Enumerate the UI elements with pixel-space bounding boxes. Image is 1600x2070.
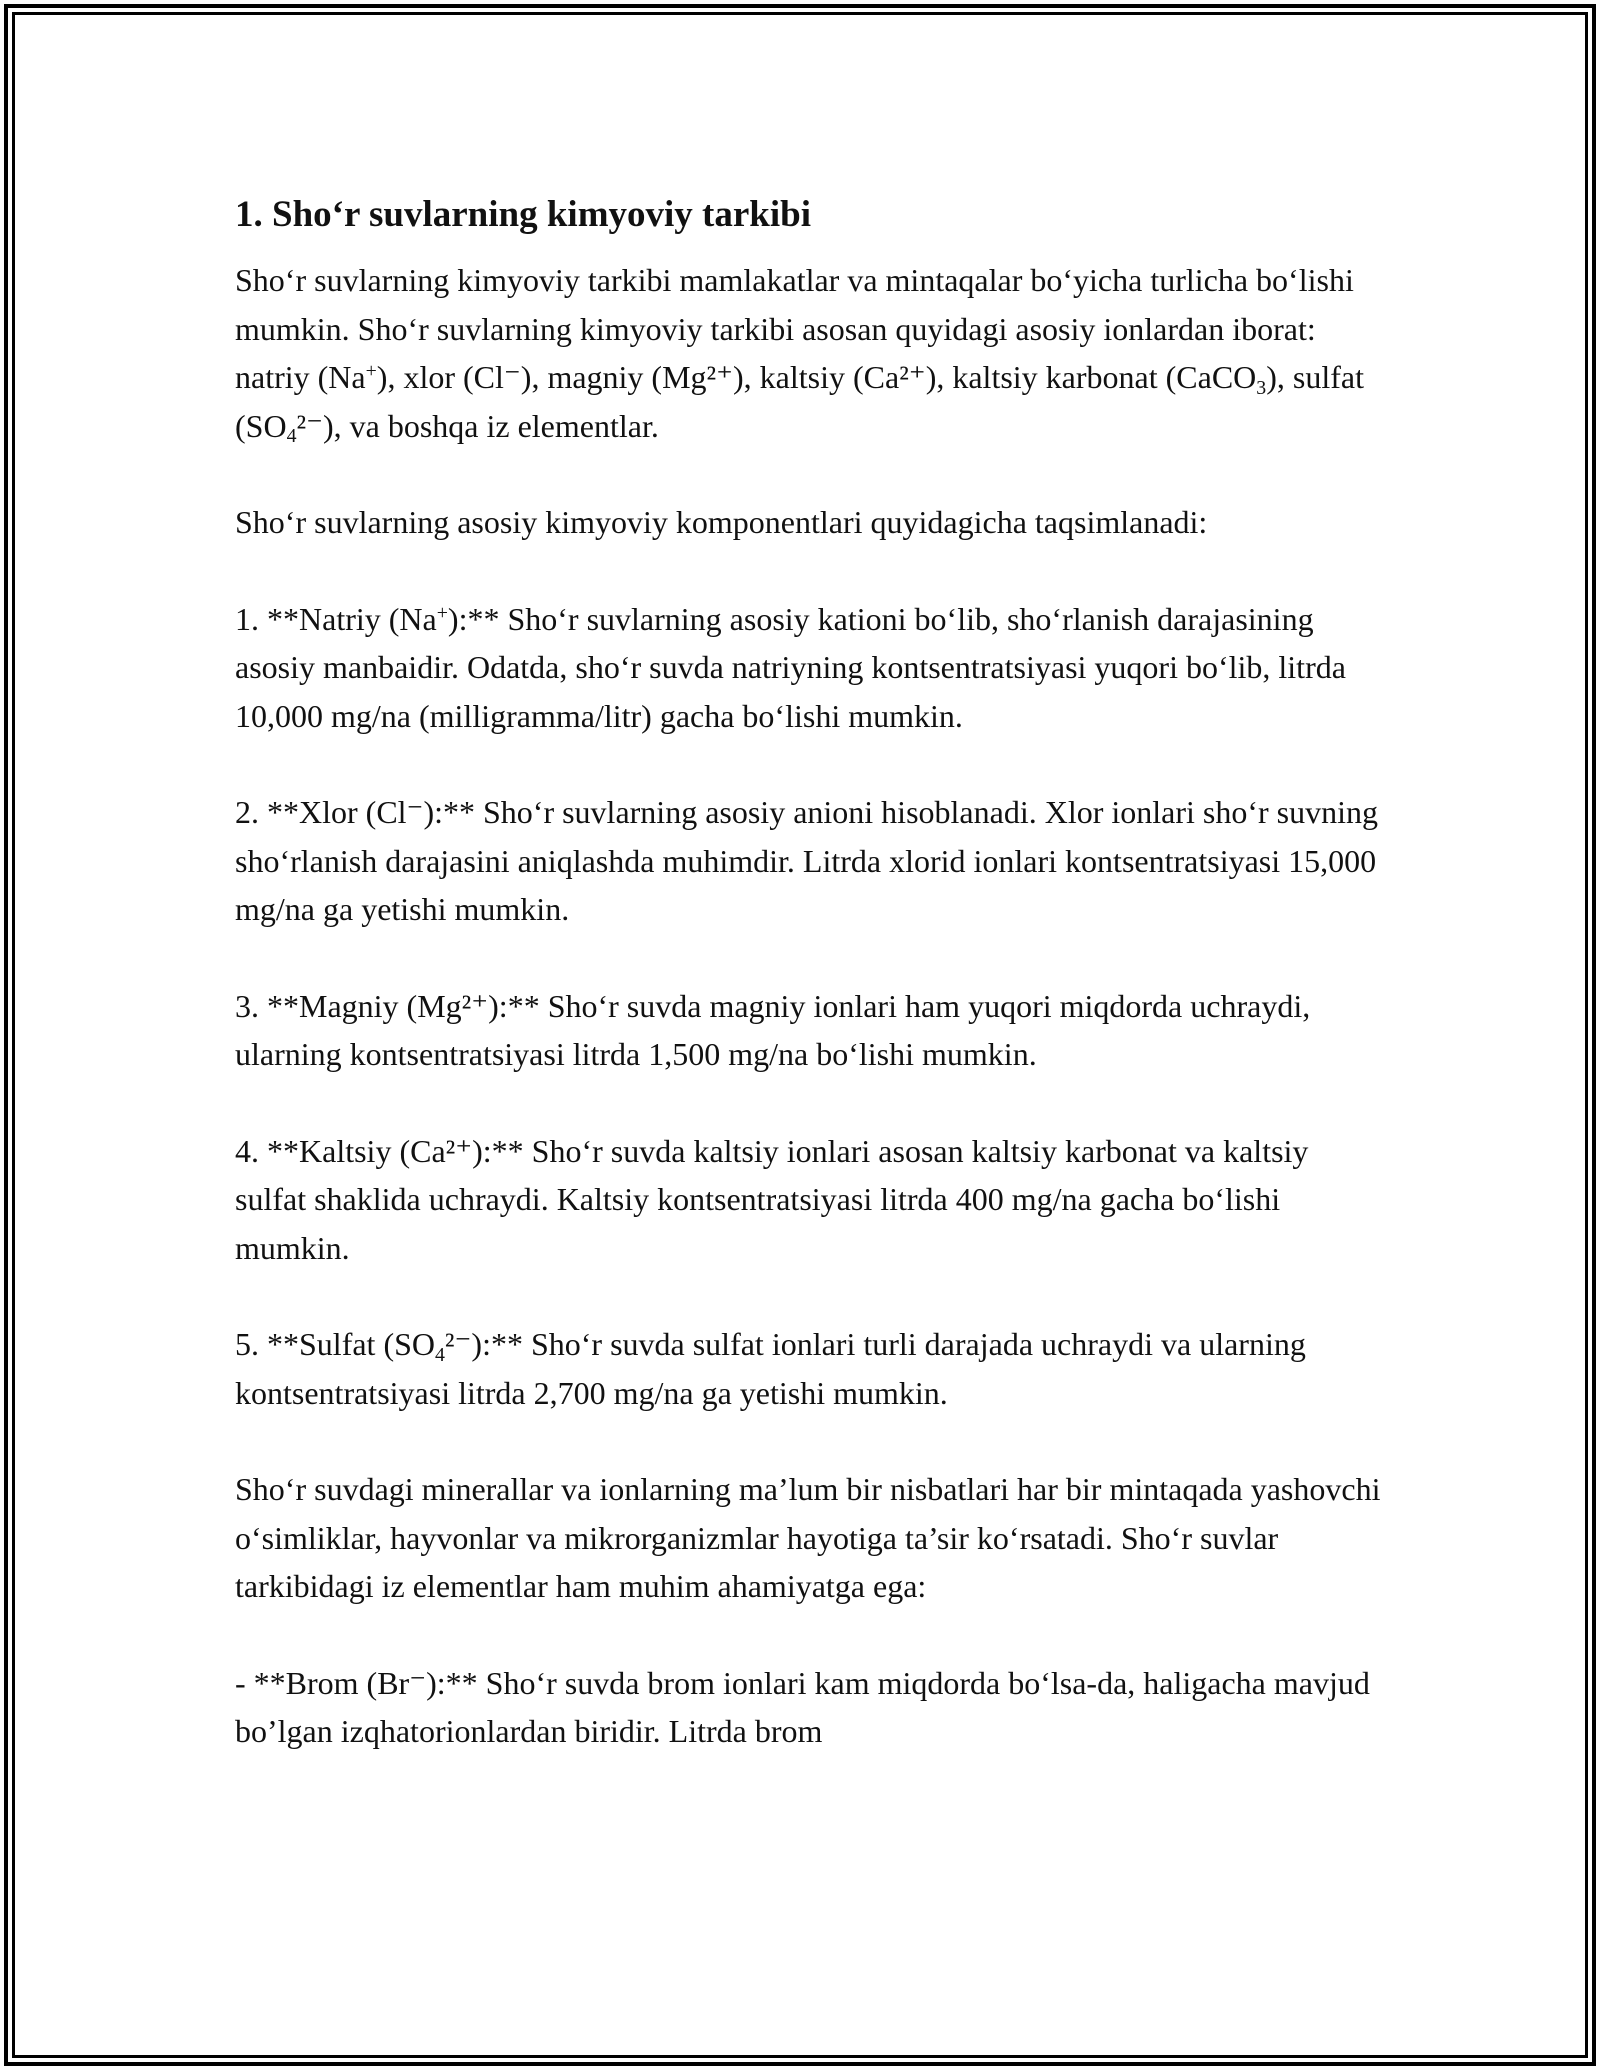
document-body: [235, 186, 1385, 1804]
paragraph-minerals: Sho‘r suvdagi minerallar va ionlarning ma’lum bir nisbatlari har bir mintaqada yashovchi o‘simliklar, hayvonlar va mikrorganizmlar hayotiga ta’sir ko‘rsatadi. Sho‘r suvlar tarkibidagi iz elementlar ham muhim ahamiyatga ega:: [235, 1471, 1381, 1604]
paragraph-components-intro: Sho‘r suvlarning asosiy kimyoviy komponentlari quyidagicha taqsimlanadi:: [235, 504, 1208, 540]
list-item-brom: - **Brom (Br⁻):** Sho‘r suvda brom ionlari kam miqdorda bo‘lsa-da, haligacha mavjud bo’lgan izqhatorionlardan biridir. Litrda brom: [235, 1664, 1370, 1749]
paragraph-intro: Sho‘r suvlarning kimyoviy tarkibi mamlakatlar va mintaqalar bo‘yicha turlicha bo‘lishi mumkin. Sho‘r suvlarning kimyoviy tarkibi asosan quyidagi asosiy ionlardan iborat: natriy (Na+), xlor (Cl⁻), magniy (Mg²⁺), kaltsiy (Ca²⁺), kaltsiy karbonat (CaCO$_3$), sulfat $(SO_4^{2-})$, va boshqa iz elementlar.: [235, 262, 1364, 448]
list-item-kaltsiy: 4. **Kaltsiy (Ca²⁺):** Sho‘r suvda kaltsiy ionlari asosan kaltsiy karbonat va kaltsiy sulfat shaklida uchraydi. Kaltsiy kontsentratsiyasi litrda 400 mg/na gacha bo‘lishi mumkin.: [235, 1132, 1309, 1266]
list-item-magniy: 3. **Magniy (Mg²⁺):** Sho‘r suvda magniy ionlari ham yuqori miqdorda uchraydi, ularning kontsentratsiyasi litrda 1,500 mg/na bo‘lishi mumkin.: [235, 987, 1311, 1072]
list-item-xlor: 2. **Xlor (Cl⁻):** Sho‘r suvlarning asosiy anioni hisoblanadi. Xlor ionlari sho‘r suvning sho‘rlanish darajasini aniqlashda muhimdir. Litrda xlorid ionlari kontsentratsiyasi 15,000 mg/na ga yetishi mumkin.: [235, 794, 1378, 927]
list-item-natriy: 1. **Natriy (Na+):** Sho‘r suvlarning asosiy kationi bo‘lib, sho‘rlanish darajasining asosiy manbaidir. Odatda, sho‘r suvda natriyning kontsentratsiyasi yuqori bo‘lib, litrda 10,000 mg/na (milligramma/litr) gacha bo‘lishi mumkin.: [235, 600, 1346, 734]
section-heading: 1. Sho‘r suvlarning kimyoviy tarkibi: [235, 194, 812, 235]
list-item-sulfat: 5. **Sulfat $(SO_4^{2-}):**$ Sho‘r suvda sulfat ionlari turli darajada uchraydi va ularning kontsentratsiyasi litrda 2,700 mg/na ga yetishi mumkin.: [235, 1326, 1306, 1411]
